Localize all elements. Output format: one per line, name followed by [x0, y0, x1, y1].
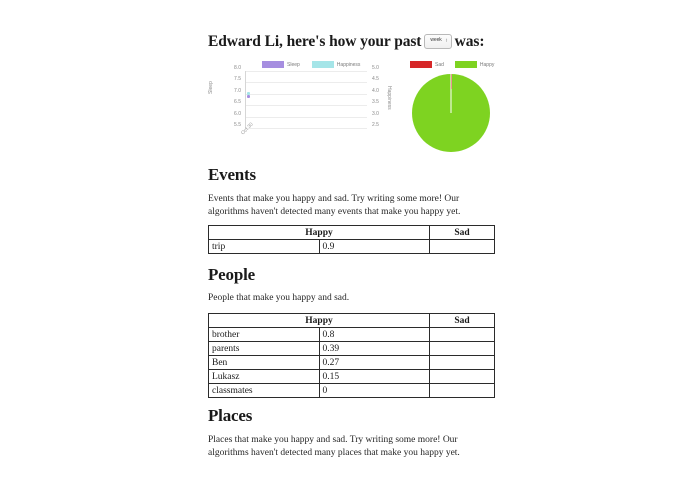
cell-sad-score: [430, 356, 495, 370]
legend-item-happiness: [312, 61, 361, 68]
right-axis-title: Happiness: [386, 86, 392, 110]
table-row: [209, 384, 495, 398]
cell-sad-score: [430, 384, 495, 398]
axis-tick-label: 3.0: [372, 110, 379, 117]
section-heading-people: People: [208, 265, 255, 284]
section-heading-events: Events: [208, 165, 256, 184]
cell-name: brother: [209, 328, 320, 342]
x-axis-tick-label: Oct 30: [240, 121, 255, 137]
axis-tick-label: 6.5: [234, 99, 241, 106]
table-header-row: [209, 314, 495, 328]
sleep-happiness-line-chart: [208, 58, 407, 153]
legend-label-happy: Happy: [479, 61, 495, 68]
data-point-sleep: [247, 95, 250, 98]
column-header-happy: Happy: [209, 226, 430, 240]
gridline: [246, 128, 367, 129]
cell-name: parents: [209, 342, 320, 356]
legend-swatch-happy: [455, 61, 477, 68]
axis-tick-label: 5.0: [372, 65, 379, 71]
gridline: [246, 94, 367, 95]
table-header-row: [209, 226, 495, 240]
cell-name: trip: [209, 240, 320, 254]
pie-slice-separator: [451, 74, 452, 113]
pie-graphic: [412, 74, 490, 152]
legend-label-sleep: Sleep: [287, 61, 300, 68]
mood-pie-chart: [404, 58, 498, 153]
cell-name: classmates: [209, 384, 320, 398]
gridline: [246, 105, 367, 106]
section-heading-places: Places: [208, 406, 253, 425]
legend-item-happy: [455, 61, 494, 68]
column-header-happy: Happy: [209, 314, 430, 328]
legend-swatch-sad: [410, 61, 432, 68]
chevron-updown-icon: ↕: [445, 37, 448, 44]
axis-tick-label: 6.0: [234, 110, 241, 117]
gridline: [246, 82, 367, 83]
cell-sad-score: [430, 240, 495, 254]
axis-tick-label: 7.5: [234, 76, 241, 83]
cell-happy-score: 0.8: [319, 328, 430, 342]
cell-happy-score: 0: [319, 384, 430, 398]
legend-item-sad: [410, 61, 444, 68]
cell-name: Ben: [209, 356, 320, 370]
legend-item-sleep: [262, 61, 300, 68]
table-row: [209, 342, 495, 356]
charts-row: [208, 58, 498, 153]
cell-happy-score: 0.9: [319, 240, 430, 254]
page-title-prefix: Edward Li, here's how your past: [208, 33, 422, 50]
axis-tick-label: 4.5: [372, 76, 379, 83]
cell-sad-score: [430, 342, 495, 356]
axis-tick-label: 5.5: [234, 122, 241, 128]
table-people: [208, 313, 495, 398]
cell-name: Lukasz: [209, 370, 320, 384]
column-header-sad: Sad: [430, 314, 495, 328]
section-description-people: People that make you happy and sad.: [208, 293, 350, 303]
table-events: [208, 225, 495, 254]
axis-tick-label: 8.0: [234, 65, 241, 71]
axis-tick-label: 2.5: [372, 122, 379, 128]
page-title-suffix: was:: [454, 33, 485, 50]
line-chart-left-axis: [221, 65, 243, 130]
cell-happy-score: 0.39: [319, 342, 430, 356]
pie-chart-legend: [410, 61, 494, 68]
line-chart-legend: [262, 61, 360, 68]
axis-tick-label: 4.0: [372, 87, 379, 94]
legend-swatch-happiness: [312, 61, 334, 68]
section-description-events: Events that make you happy and sad. Try writing some more! Our algorithms haven't detected many events that make you happy yet.: [208, 194, 461, 217]
cell-sad-score: [430, 370, 495, 384]
table-row: [209, 328, 495, 342]
gridline: [246, 71, 367, 72]
period-select-value: week: [430, 36, 442, 43]
table-row: [209, 356, 495, 370]
table-row: [209, 240, 495, 254]
legend-swatch-sleep: [262, 61, 284, 68]
gridline: [246, 117, 367, 118]
table-row: [209, 370, 495, 384]
column-header-sad: Sad: [430, 226, 495, 240]
legend-label-sad: Sad: [435, 61, 444, 68]
line-chart-plot-area: [245, 71, 367, 129]
period-select[interactable]: [424, 34, 451, 49]
cell-sad-score: [430, 328, 495, 342]
legend-label-happiness: Happiness: [336, 61, 361, 68]
left-axis-title: Sleep: [208, 81, 214, 94]
axis-tick-label: 7.0: [234, 87, 241, 94]
section-description-places: Places that make you happy and sad. Try writing some more! Our algorithms haven't detected many places that make you happy yet.: [208, 435, 460, 458]
axis-tick-label: 3.5: [372, 99, 379, 106]
cell-happy-score: 0.27: [319, 356, 430, 370]
page-title: [208, 32, 484, 52]
cell-happy-score: 0.15: [319, 370, 430, 384]
